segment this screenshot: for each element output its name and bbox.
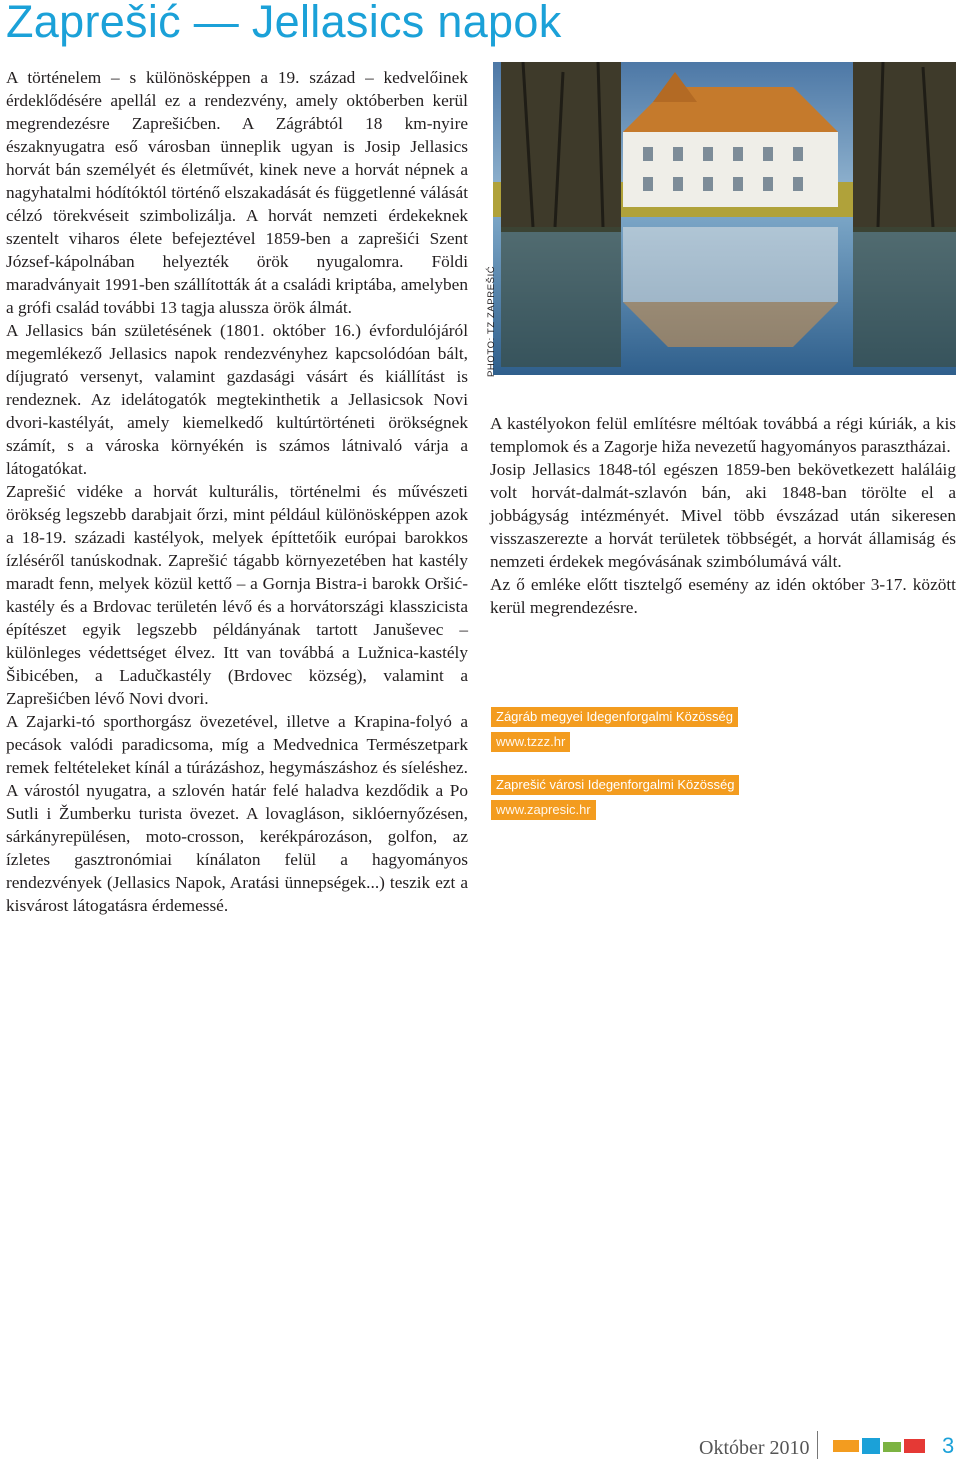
page-number: 3 [942,1433,955,1458]
footer-issue-date: Október 2010 [699,1437,810,1459]
article-body-left [6,66,468,917]
contact-zapresic-name: Zaprešić városi Idegenforgalmi Közösség [491,775,739,795]
castle-photo [493,62,956,375]
footer-divider [817,1431,818,1459]
paragraph-manors: A kastélyokon felül említésre méltóak továbbá a régi kúriák, a kis templomok és a Zagorje hiža nevezetű hagyományos parasztházai. [490,414,956,456]
contact-zagreb-county-link[interactable]: www.tzzz.hr [491,732,570,752]
paragraph-history: A történelem – s különösképpen a 19. század – kedvelőinek érdeklődésére apellál ez a rendezvény, amely októberben kerül megrendezésre Zaprešićben. A Zágrábtól 18 km-nyire északnyugatra eső városban ünneplik ugyan is Josip Jellasics horvát bán személyét és életművét, kinek neve a horvát népnek a nagyhatalmi hódítóktól történő elszakadását és függetlenné válását célzó törekvéseit szimbolizálja. A horvát nemzeti érdekeknek szentelt viharos élete befejeztével 1859-ben a zaprešići Szent József-kápolnában helyezték örök nyugalomra. Földi maradványait 1991-ben szállították át a családi kriptába, amelyben a grófi család további 13 tagja alussza örök álmát. [6,68,468,317]
article-title: Zaprešić — Jellasics napok [6,0,562,47]
photo-credit: PHOTO: TZ ZAPREŠIĆ [486,265,497,377]
paragraph-festival: A Jellasics bán születésének (1801. október 16.) évfordulójáról megemlékező Jellasics napok rendezvényhez kapcsolódóan bált, díjugrató versenyt, valamint gazdasági vásárt és kiállítást is rendeznek. Az idelátogatók megtekinthetik a Jellasicsok Novi dvori-kastélyát, amely kiemelkedő kultúrtörténeti örökségnek számít, s a városka környékén is számos látnivaló várja a látogatókat. [6,321,468,478]
paragraph-jellasics: Josip Jellasics 1848-tól egészen 1859-ben bekövetkezett haláláig volt horvát-dalmát-szlavón bán, aki 1848-ban törölte el a jobbágyság intézményét. Mivel több évszázad után sikeresen visszaszerezte a horvát területek többségét, a horvát államiság és nemzeti érdekek megóvásának szimbólumává vált. [490,460,956,571]
paragraph-recreation: A Zajarki-tó sporthorgász övezetével, illetve a Krapina-folyó a pecások valódi paradicsoma, míg a Medvednica Természetpark remek feltételeket kínál a túrázáshoz, hegymászáshoz és síeléshez. A várostól nyugatra, a szlovén határ felé haladva kezdődik a Po Sutli i Žumberku turista övezet. A lovagláson, siklóernyőzésen, sárkányrepülésen, moto-crosson, kerékpározáson, golfon, az ízletes gasztronómiai kínálaton felül a hagyományos rendezvények (Jellasics Napok, Aratási ünnepségek...) teszik ezt a kisvárost látogatásra érdemessé. [6,712,468,915]
contact-zapresic-link[interactable]: www.zapresic.hr [491,800,596,820]
contact-zagreb-county-name: Zágráb megyei Idegenforgalmi Közösség [491,707,738,727]
paragraph-event-dates: Az ő emléke előtt tisztelgő esemény az idén október 3-17. között kerül megrendezésre. [490,575,956,617]
article-body-right [490,412,956,619]
paragraph-castles: Zaprešić vidéke a horvát kulturális, történelmi és művészeti örökség legszebb darabjait őrzi, mint például különösképpen azok a 18-19. századi kastélyok, melyek építtetőik európai barokkos ízléséről tanúskodnak. Zaprešić tágabb környezetében hat kastély maradt fenn, melyek közül kettő – a Gornja Bistra-i barokk Oršić-kastély és a Brdovac területén lévő és a horvátországi klasszicista építészet egyik legszebb példányának tartott Januševec – különleges védettséget élvez. Itt van továbbá a Lužnica-kastély Šibicében, a Ladučkastély (Brdovec község), valamint a Zaprešićben lévő Novi dvori. [6,482,468,708]
publication-logo-icon [833,1436,925,1456]
